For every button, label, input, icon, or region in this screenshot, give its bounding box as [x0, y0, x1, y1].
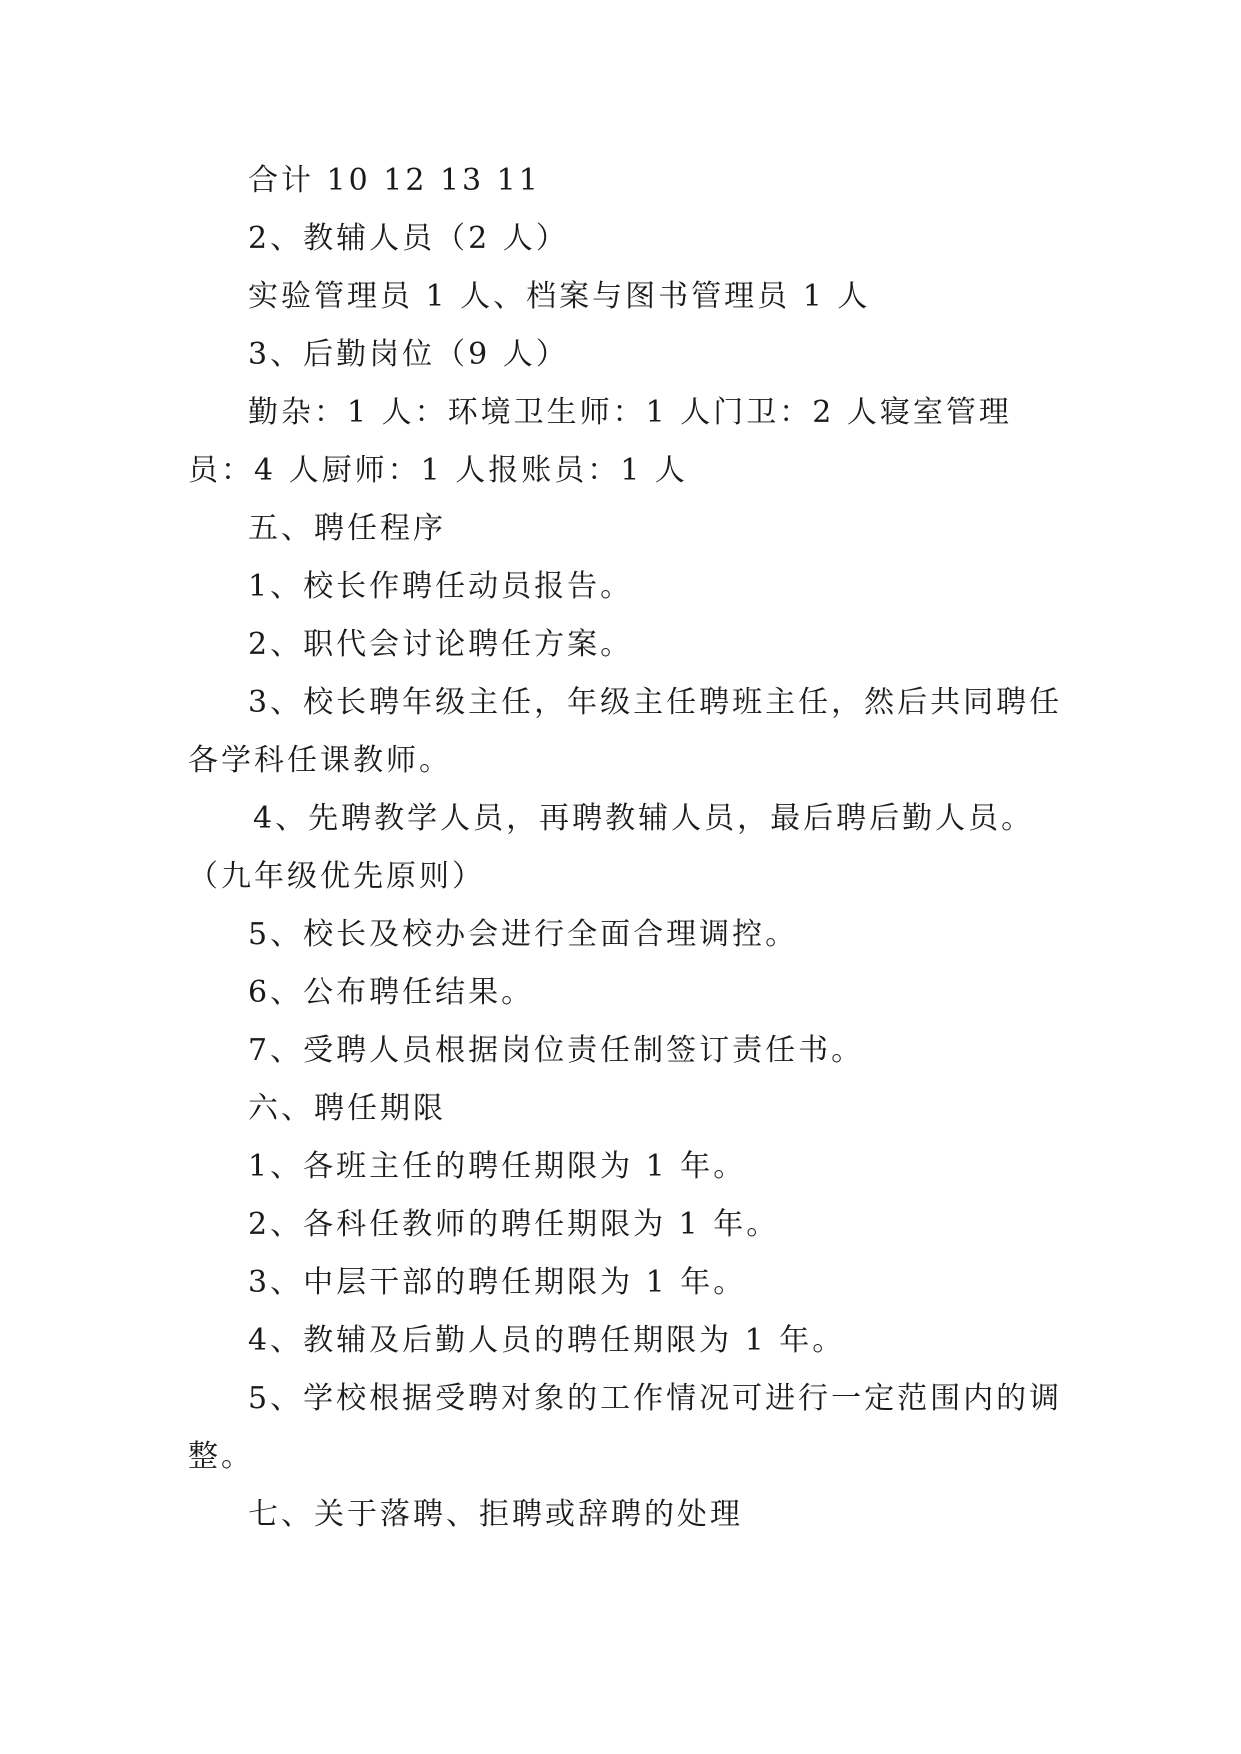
paragraph-total: 合计 10 12 13 11	[248, 163, 541, 198]
paragraph-term-2: 2、各科任教师的聘任期限为 1 年。	[248, 1207, 780, 1242]
paragraph-procedure-7: 7、受聘人员根据岗位责任制签订责任书。	[248, 1033, 865, 1068]
paragraph-teaching-assistants: 2、教辅人员（2 人）	[248, 221, 569, 256]
paragraph-procedure-3: 3、校长聘年级主任，年级主任聘班主任，然后共同聘任各学科任课教师。	[188, 685, 1063, 778]
paragraph-lab-archive: 实验管理员 1 人、档案与图书管理员 1 人	[248, 279, 871, 314]
section-heading-procedure: 五、聘任程序	[248, 511, 446, 546]
paragraph-procedure-5: 5、校长及校办会进行全面合理调控。	[248, 917, 799, 952]
section-heading-term: 六、聘任期限	[248, 1091, 446, 1126]
paragraph-procedure-1: 1、校长作聘任动员报告。	[248, 569, 634, 604]
paragraph-term-4: 4、教辅及后勤人员的聘任期限为 1 年。	[248, 1323, 846, 1358]
section-heading-dismissal: 七、关于落聘、拒聘或辞聘的处理	[248, 1497, 743, 1532]
paragraph-procedure-6: 6、公布聘任结果。	[248, 975, 535, 1010]
paragraph-logistics-detail: 勤杂：1 人：环境卫生师：1 人门卫：2 人寝室管理员：4 人厨师：1 人报账员：1 人	[188, 395, 1012, 488]
paragraph-logistics: 3、后勤岗位（9 人）	[248, 337, 569, 372]
paragraph-term-1: 1、各班主任的聘任期限为 1 年。	[248, 1149, 747, 1184]
paragraph-procedure-4: 4、先聘教学人员，再聘教辅人员，最后聘后勤人员。（九年级优先原则）	[188, 801, 1035, 894]
paragraph-procedure-2: 2、职代会讨论聘任方案。	[248, 627, 634, 662]
paragraph-term-5: 5、学校根据受聘对象的工作情况可进行一定范围内的调整。	[188, 1381, 1063, 1474]
paragraph-term-3: 3、中层干部的聘任期限为 1 年。	[248, 1265, 747, 1300]
document-body	[188, 152, 1068, 1544]
